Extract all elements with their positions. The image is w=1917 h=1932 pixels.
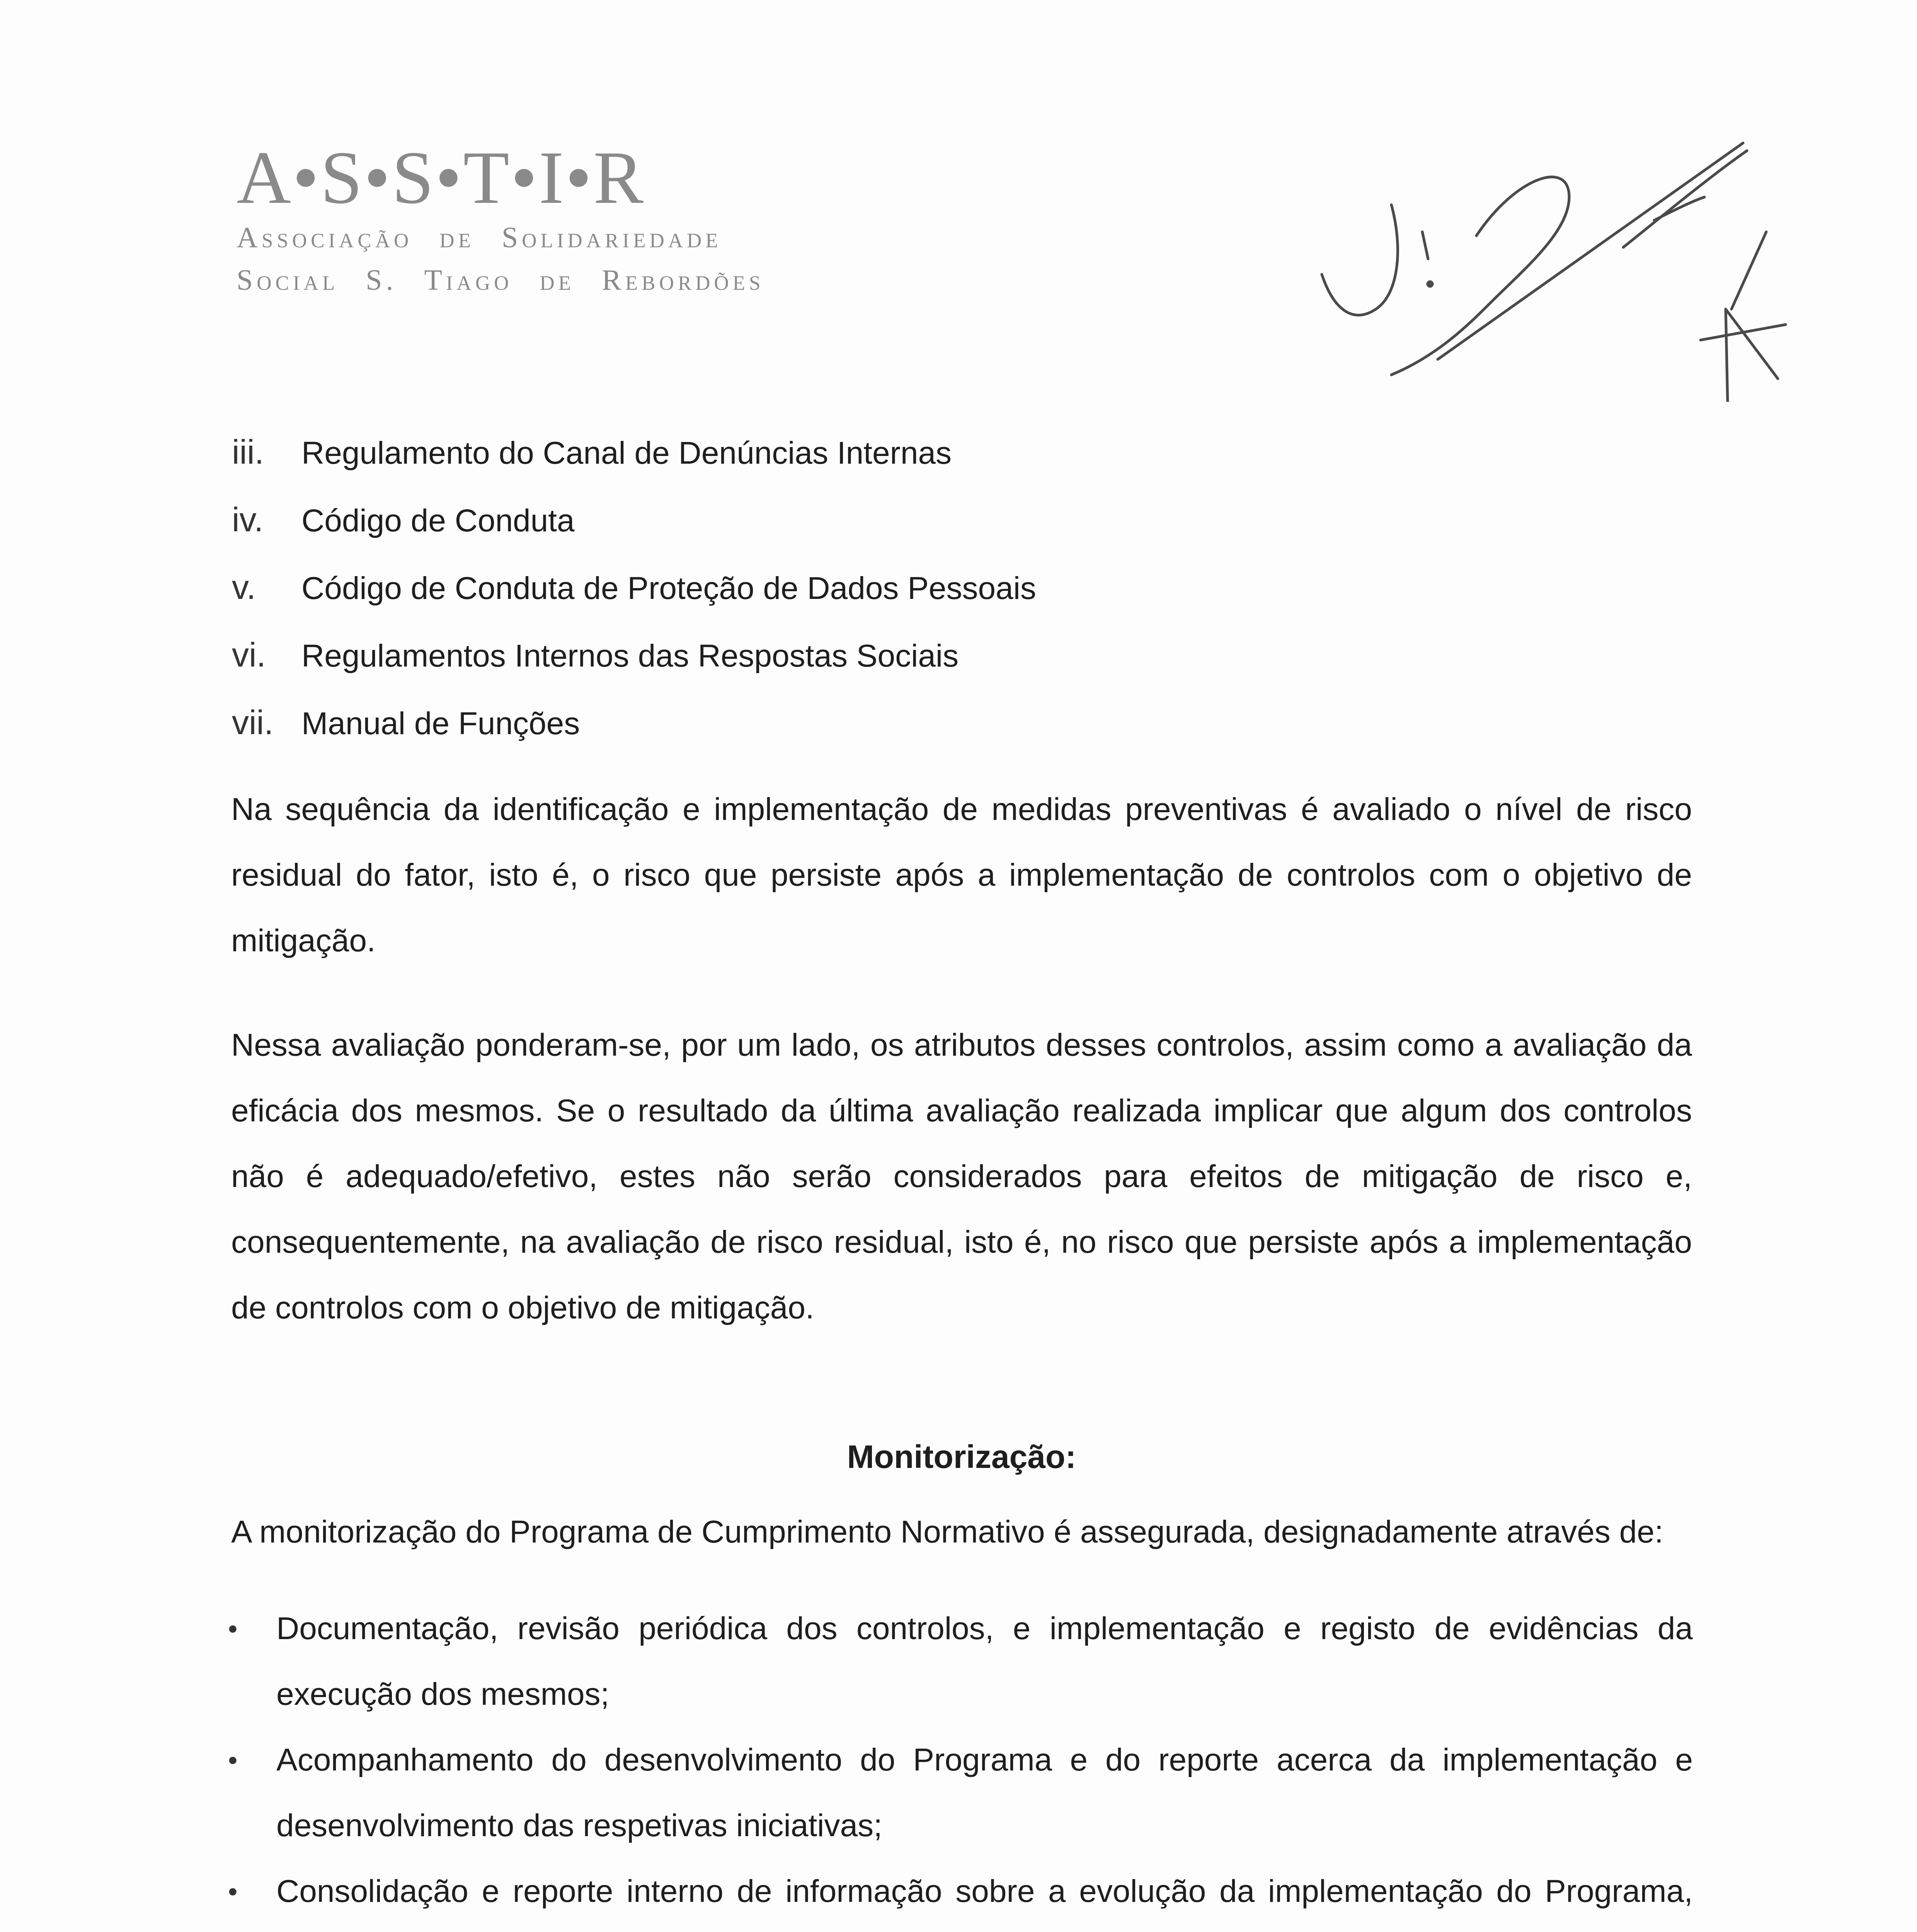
logo-word: Tiago — [424, 264, 513, 296]
bullet-icon: • — [228, 1745, 238, 1775]
list-number: vi. — [232, 636, 266, 674]
list-item-text: Manual de Funções — [301, 706, 580, 741]
paragraph-controls-evaluation: Nessa avaliação ponderam-se, por um lado, os atributos desses controlos, assim como a avaliação da eficácia dos mesmos. Se o resultado da última avaliação realizada implicar que algum dos controlos não é adequado/efetivo, estes não serão considerados para efeitos de mitigação de risco e, consequentemente, na avaliação de risco residual, isto é, no risco que persiste após a implementação de controlos com o objetivo de mitigação. — [231, 1027, 1692, 1325]
list-number: vii. — [232, 703, 274, 742]
document-list — [232, 429, 1036, 767]
bullet-text: Consolidação e reporte interno de informação sobre a evolução da implementação do Programa, — [276, 1874, 1693, 1909]
logo-word: Associação — [237, 221, 413, 254]
list-item-text: Regulamento do Canal de Denúncias Internas — [301, 435, 952, 471]
monitoring-intro: A monitorização do Programa de Cumprimento Normativo é assegurada, designadamente através de: — [231, 1514, 1663, 1549]
logo-acronym: A•S•S•T•I•R — [237, 136, 645, 219]
monitoring-bullet-list — [216, 1596, 1693, 1932]
logo-word: de — [439, 221, 475, 254]
list-item-text: Regulamentos Internos das Respostas Sociais — [301, 638, 959, 673]
bullet-item — [216, 1727, 1693, 1859]
logo-word: Rebordões — [602, 264, 764, 296]
list-item — [232, 497, 1036, 564]
letterhead-logo — [237, 136, 792, 301]
bullet-icon: • — [228, 1614, 238, 1644]
logo-word: S. — [366, 264, 397, 296]
logo-line-1 — [237, 216, 792, 259]
bullet-text: Documentação, revisão periódica dos controlos, e implementação e registo de evidências da execução dos mesmos; — [276, 1611, 1693, 1712]
list-number: iv. — [232, 500, 264, 539]
logo-word: Solidariedade — [501, 221, 722, 254]
list-number: v. — [232, 568, 256, 606]
section-heading-monitoring: Monitorização: — [847, 1439, 1076, 1475]
list-item — [232, 699, 1036, 767]
list-item — [232, 429, 1036, 497]
list-number: iii. — [232, 433, 264, 471]
logo-word: Social — [237, 264, 339, 296]
list-item — [232, 632, 1036, 699]
paragraph-residual-risk: Na sequência da identificação e implementação de medidas preventivas é avaliado o nível de risco residual do fator, isto é, o risco que persiste após a implementação de controlos com o objetivo de mitigação. — [231, 792, 1692, 958]
logo-word: de — [540, 264, 575, 296]
list-item — [232, 564, 1036, 632]
bullet-item — [216, 1596, 1693, 1727]
logo-line-2 — [237, 259, 792, 301]
handwritten-signature — [1275, 108, 1855, 402]
bullet-text: Acompanhamento do desenvolvimento do Programa e do reporte acerca da implementação e desenvolvimento das respetivas iniciativas; — [276, 1742, 1693, 1843]
list-item-text: Código de Conduta de Proteção de Dados Pessoais — [301, 571, 1036, 606]
bullet-item — [216, 1859, 1693, 1932]
list-item-text: Código de Conduta — [301, 503, 575, 538]
bullet-icon: • — [228, 1876, 238, 1906]
